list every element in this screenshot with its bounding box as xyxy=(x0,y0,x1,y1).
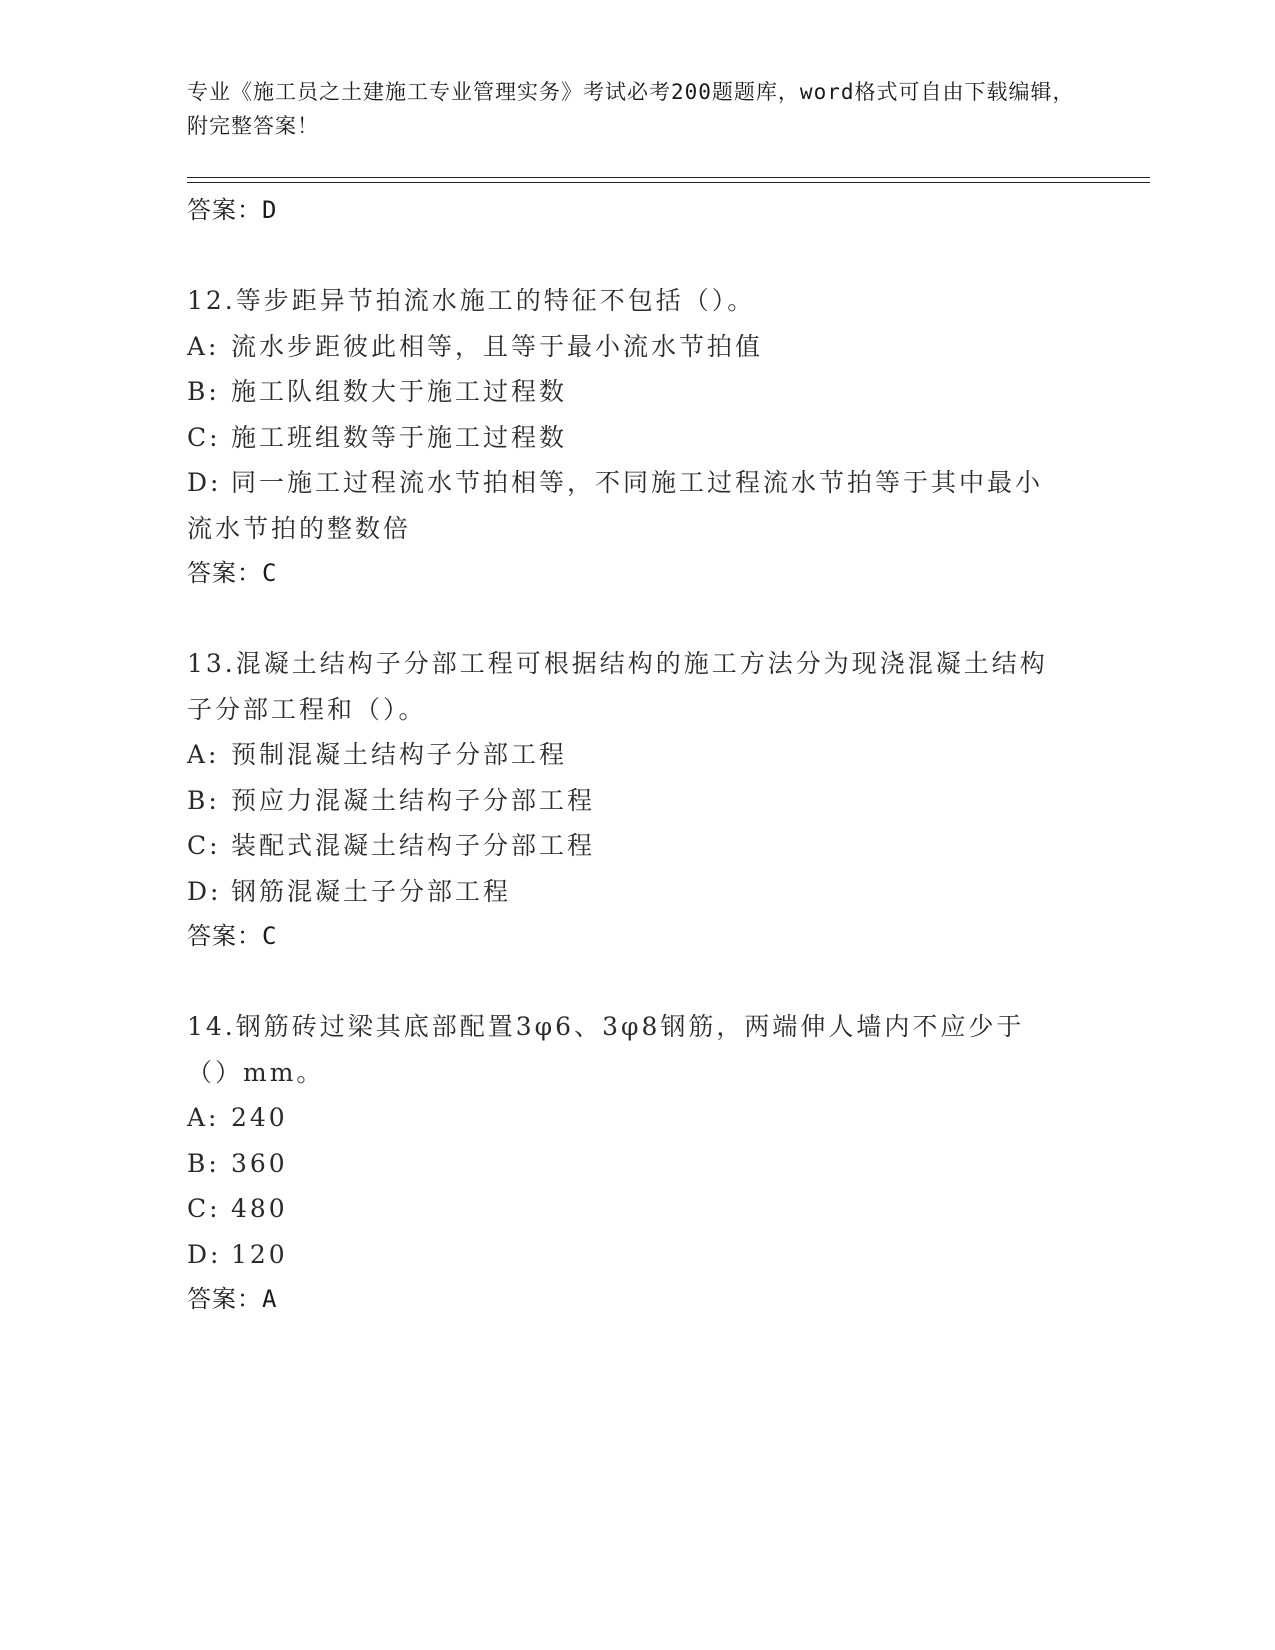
option-text: 流水步距彼此相等，且等于最小流水节拍值 xyxy=(231,331,764,361)
option-text: 预应力混凝土结构子分部工程 xyxy=(231,785,596,815)
header-rule-top xyxy=(187,177,1150,178)
option-a xyxy=(187,324,1067,370)
option-d xyxy=(187,460,1067,551)
option-text: 施工班组数等于施工过程数 xyxy=(231,422,568,452)
option-c xyxy=(187,823,1067,869)
option-text: 240 xyxy=(231,1103,288,1132)
option-key: D: xyxy=(187,468,222,497)
option-key: C: xyxy=(187,1194,221,1223)
option-key: D: xyxy=(187,1239,222,1269)
question-list xyxy=(187,188,1067,1322)
option-c xyxy=(187,1186,1067,1232)
option-b xyxy=(187,369,1067,415)
answer-line: 答案：A xyxy=(187,1285,278,1313)
header-rule-bottom xyxy=(187,182,1150,183)
option-text: 120 xyxy=(231,1239,288,1269)
option-key: C: xyxy=(187,831,221,860)
answer-line: 答案：D xyxy=(187,196,278,224)
option-a xyxy=(187,1095,1067,1141)
answer-line: 答案：C xyxy=(187,922,278,950)
question-item xyxy=(187,278,1067,596)
option-text: 360 xyxy=(231,1148,288,1178)
option-key: A: xyxy=(187,331,220,361)
option-key: D: xyxy=(187,876,222,906)
option-d xyxy=(187,869,1067,915)
question-text: 13.混凝土结构子分部工程可根据结构的施工方法分为现浇混凝土结构子分部工程和（）。 xyxy=(187,649,1048,724)
page-header-text: 专业《施工员之土建施工专业管理实务》考试必考200题题库，word格式可自由下载编辑，附完整答案！ xyxy=(187,80,1075,138)
question-text: 14.钢筋砖过梁其底部配置3φ6、3φ8钢筋，两端伸人墙内不应少于（）mm。 xyxy=(187,1012,1025,1087)
option-text: 480 xyxy=(231,1194,288,1223)
option-text: 同一施工过程流水节拍相等，不同施工过程流水节拍等于其中最小流水节拍的整数倍 xyxy=(187,468,1044,543)
option-key: A: xyxy=(187,1103,220,1132)
option-text: 预制混凝土结构子分部工程 xyxy=(231,740,568,769)
option-key: B: xyxy=(187,377,220,406)
option-d xyxy=(187,1232,1067,1278)
option-key: B: xyxy=(187,785,220,815)
question-item xyxy=(187,1004,1067,1322)
option-text: 钢筋混凝土子分部工程 xyxy=(231,876,512,906)
option-text: 装配式混凝土结构子分部工程 xyxy=(231,831,596,860)
question-item xyxy=(187,641,1067,959)
option-text: 施工队组数大于施工过程数 xyxy=(231,377,568,406)
answer-line: 答案：C xyxy=(187,559,278,587)
option-b xyxy=(187,778,1067,824)
question-text: 12.等步距异节拍流水施工的特征不包括（）。 xyxy=(187,286,756,315)
option-key: B: xyxy=(187,1148,220,1178)
option-key: C: xyxy=(187,422,221,452)
option-key: A: xyxy=(187,740,220,769)
option-c xyxy=(187,415,1067,461)
option-b xyxy=(187,1141,1067,1187)
option-a xyxy=(187,732,1067,778)
